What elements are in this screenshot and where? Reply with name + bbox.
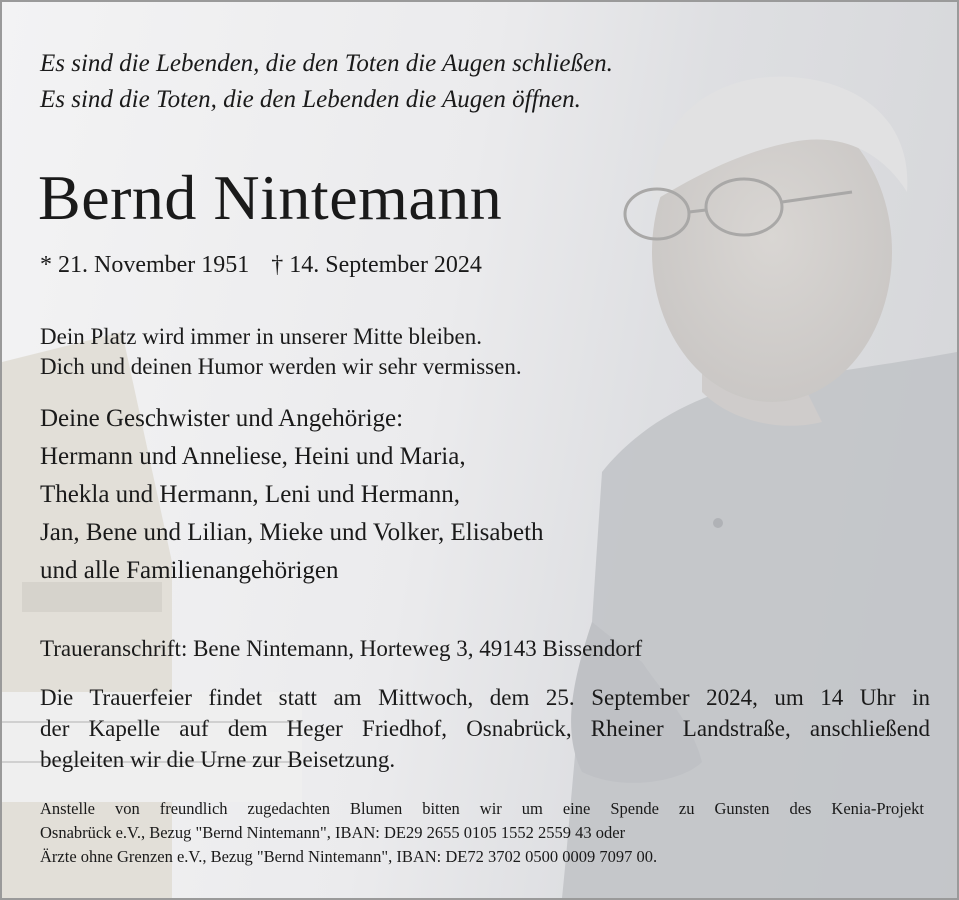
funeral-ceremony-info <box>40 682 930 775</box>
quote-line-2: Es sind die Toten, die den Lebenden die Augen öffnen. <box>40 86 581 113</box>
donation-line: Anstelle von freundlich zugedachten Blumen bitten wir um eine Spende zu Gunsten des Kenia-Projekt <box>40 799 924 818</box>
ceremony-line: begleiten wir die Urne zur Beisetzung. <box>40 747 396 772</box>
message-line-1: Dein Platz wird immer in unserer Mitte bleiben. <box>40 324 482 349</box>
memorial-message <box>40 322 522 382</box>
donation-line: Osnabrück e.V., Bezug "Bernd Nintemann", IBAN: DE29 2655 0105 1552 2559 43 oder <box>40 823 626 842</box>
donation-request <box>40 797 924 869</box>
quote-line-1: Es sind die Lebenden, die den Toten die Augen schließen. <box>40 50 613 77</box>
donation-line: Ärzte ohne Grenzen e.V., Bezug "Bernd Nintemann", IBAN: DE72 3702 0500 0009 7097 00. <box>40 847 658 866</box>
birth-date: * 21. November 1951 <box>40 252 250 278</box>
deceased-name: Bernd Nintemann <box>38 162 503 233</box>
mourners-line: Deine Geschwister und Angehörige: <box>40 405 404 432</box>
mourners-line: Jan, Bene und Lilian, Mieke und Volker, Elisabeth <box>40 519 544 546</box>
life-dates <box>40 250 482 280</box>
ceremony-line: Die Trauerfeier findet statt am Mittwoch, dem 25. September 2024, um 14 Uhr in <box>40 685 930 710</box>
message-line-2: Dich und deinen Humor werden wir sehr vermissen. <box>40 354 522 379</box>
mourners-list <box>40 400 544 590</box>
obituary-text <box>2 2 957 898</box>
mourners-line: Thekla und Hermann, Leni und Hermann, <box>40 481 461 508</box>
mourners-line: und alle Familienangehörigen <box>40 557 339 584</box>
mourners-line: Hermann und Anneliese, Heini und Maria, <box>40 443 466 470</box>
mourning-address: Traueranschrift: Bene Nintemann, Horteweg 3, 49143 Bissendorf <box>40 636 643 661</box>
quote <box>40 46 613 118</box>
death-date: † 14. September 2024 <box>271 252 482 278</box>
ceremony-line: der Kapelle auf dem Heger Friedhof, Osnabrück, Rheiner Landstraße, anschließend <box>40 716 930 741</box>
